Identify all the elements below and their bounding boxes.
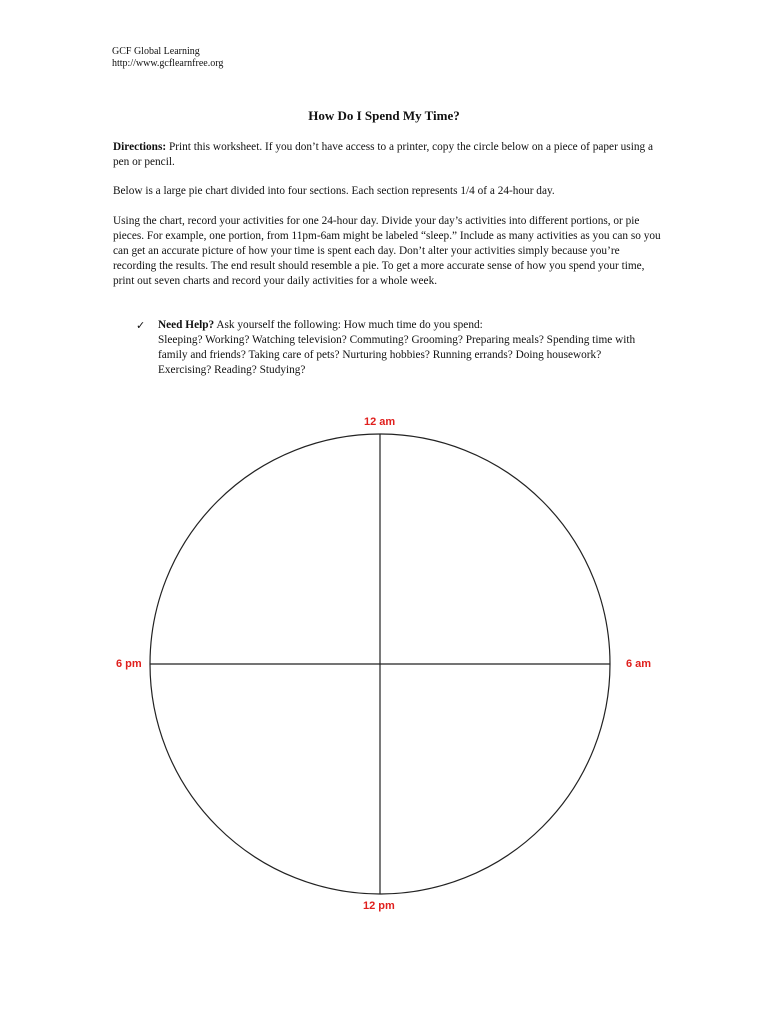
- instructions-paragraph: Using the chart, record your activities for one 24-hour day. Divide your day’s activities into different portions, or pie pieces. For example, one portion, from 11pm-6am might be labeled “sleep.” Include as many activities as you can so you can get an accurate picture of how your time is spent each day. Don’t alter your activities simply because you’re recording the results. The end result should resemble a pie. To get a more accurate sense of how you spend your time, print out seven charts and record your daily activities for a whole week.: [113, 215, 661, 287]
- page-title: How Do I Spend My Time?: [308, 108, 460, 123]
- help-lead: Ask yourself the following: How much time do you spend:: [214, 319, 483, 331]
- directions-label: Directions:: [113, 141, 167, 153]
- help-questions: Sleeping? Working? Watching television? Commuting? Grooming? Preparing meals? Spending time with family and friends? Taking care of pets? Nurturing hobbies? Running errands? Doing housework? Exercising? Reading? Studying?: [158, 334, 636, 376]
- label-6am: 6 am: [626, 658, 652, 670]
- header-org: GCF Global Learning: [112, 46, 200, 57]
- intro-paragraph: Below is a large pie chart divided into four sections. Each section represents 1/4 of a 24-hour day.: [113, 185, 555, 197]
- directions-text: Print this worksheet. If you don’t have access to a printer, copy the circle below on a piece of paper using a pen or pencil.: [113, 141, 653, 168]
- label-12pm: 12 pm: [363, 900, 395, 912]
- header-url[interactable]: http://www.gcflearnfree.org: [112, 58, 224, 69]
- help-label: Need Help?: [158, 319, 215, 331]
- pie-dividers: [150, 434, 610, 894]
- checkmark-icon: ✓: [136, 319, 146, 332]
- label-6pm: 6 pm: [116, 658, 142, 670]
- label-12am: 12 am: [364, 416, 396, 428]
